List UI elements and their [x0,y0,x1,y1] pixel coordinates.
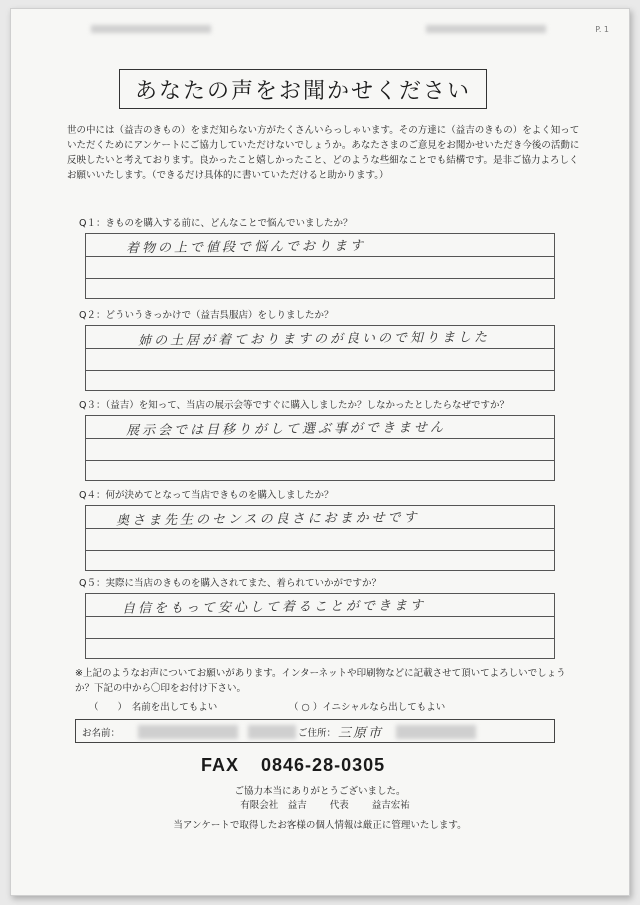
representative-name: 益吉宏祐 [371,800,410,811]
handwritten-answer: 奥さま先生のセンスの良さにおまかせです [115,510,420,529]
address-value-blurred [396,725,476,739]
page-number: P. 1 [595,25,609,34]
fax-number: 0846-28-0305 [261,755,386,775]
name-value-blurred [248,725,296,739]
name-label: お名前： [82,728,121,739]
fax-number-line [201,755,385,776]
answer-box [85,505,555,571]
company-name: 有限会社 益吉 [240,800,307,811]
address-label: ご住所： [298,728,337,739]
name-value-blurred [138,725,238,739]
ruled-line [86,370,554,371]
fax-transmission-header [81,25,609,37]
survey-title: あなたの声をお聞かせください [119,69,487,109]
ruled-line [86,550,554,551]
choice-initials[interactable]: （ ○ ）イニシャルなら出してもよい [289,702,446,713]
answer-box [85,325,555,391]
handwritten-answer: 自信をもって安心して着ることができます [121,598,427,617]
handwritten-answer: 姉の土居が着ておりますのが良いので知りました [137,330,491,349]
question-1 [79,217,559,299]
survey-sheet [10,8,630,896]
ruled-line [86,460,554,461]
intro-text: 世の中には（益吉のきもの）をまだ知らない方がたくさんいらっしゃいます。その方達に（益吉のきもの）をよく知っていただくためにアンケートにご協力していただけないでしょうか。あなたさまのご意見をお聞かせいただき今後の活動に反映したいと考えております。良かったこと嬉しかったこと、どのような些細なことでも結構です。是非ご協力よろしくお願いいたします。（できるだけ具体的に書いていただけると助かります。） [67,125,580,181]
permission-choices [89,699,569,713]
name-address-box [75,719,555,743]
question-5 [79,577,559,659]
company-signature [21,799,629,813]
fax-label: FAX [201,755,240,775]
choice-full-name[interactable]: （ ） 名前を出してもよい [89,702,218,713]
handwritten-answer: 展示会では目移りがして選ぶ事ができません [125,420,447,439]
answer-box [85,593,555,659]
ruled-line [86,278,554,279]
thanks-block [11,785,629,813]
question-2 [79,309,559,391]
question-4 [79,489,559,571]
fax-header-left-blurred [91,25,211,33]
answer-box [85,233,555,299]
question-label: Q５：実際に当店のきものを購入されてまた、着られていかがですか？ [79,578,381,589]
representative-title: 代表 [329,800,349,811]
question-label: Q１：きものを購入する前に、どんなことで悩んでいましたか？ [79,218,353,229]
question-3 [79,399,559,481]
thanks-message: ご協力本当にありがとうございました。 [234,786,406,797]
question-label: Q３：（益吉）を知って、当店の展示会等ですぐに購入しましたか？しなかったとしたらなぜですか？ [79,400,510,411]
handwritten-answer: 着物の上で値段で悩んでおります [125,238,367,257]
fax-header-right-blurred [426,25,546,33]
answer-box [85,415,555,481]
ruled-line [86,256,554,257]
publication-permission-note: ※上記のようなお声についてお願いがあります。インターネットや印刷物などに記載させて頂いてよろしいでしょうか？下記の中から〇印をお付け下さい。 [75,668,566,694]
address-value: 三原市 [338,726,384,741]
ruled-line [86,638,554,639]
question-label: Q４：何が決めてとなって当店できものを購入しましたか？ [79,490,334,501]
privacy-notice: 当アンケートで取得したお客様の個人情報は厳正に管理いたします。 [173,820,467,831]
question-label: Q２：どういうきっかけで（益吉呉服店）をしりましたか？ [79,310,334,321]
